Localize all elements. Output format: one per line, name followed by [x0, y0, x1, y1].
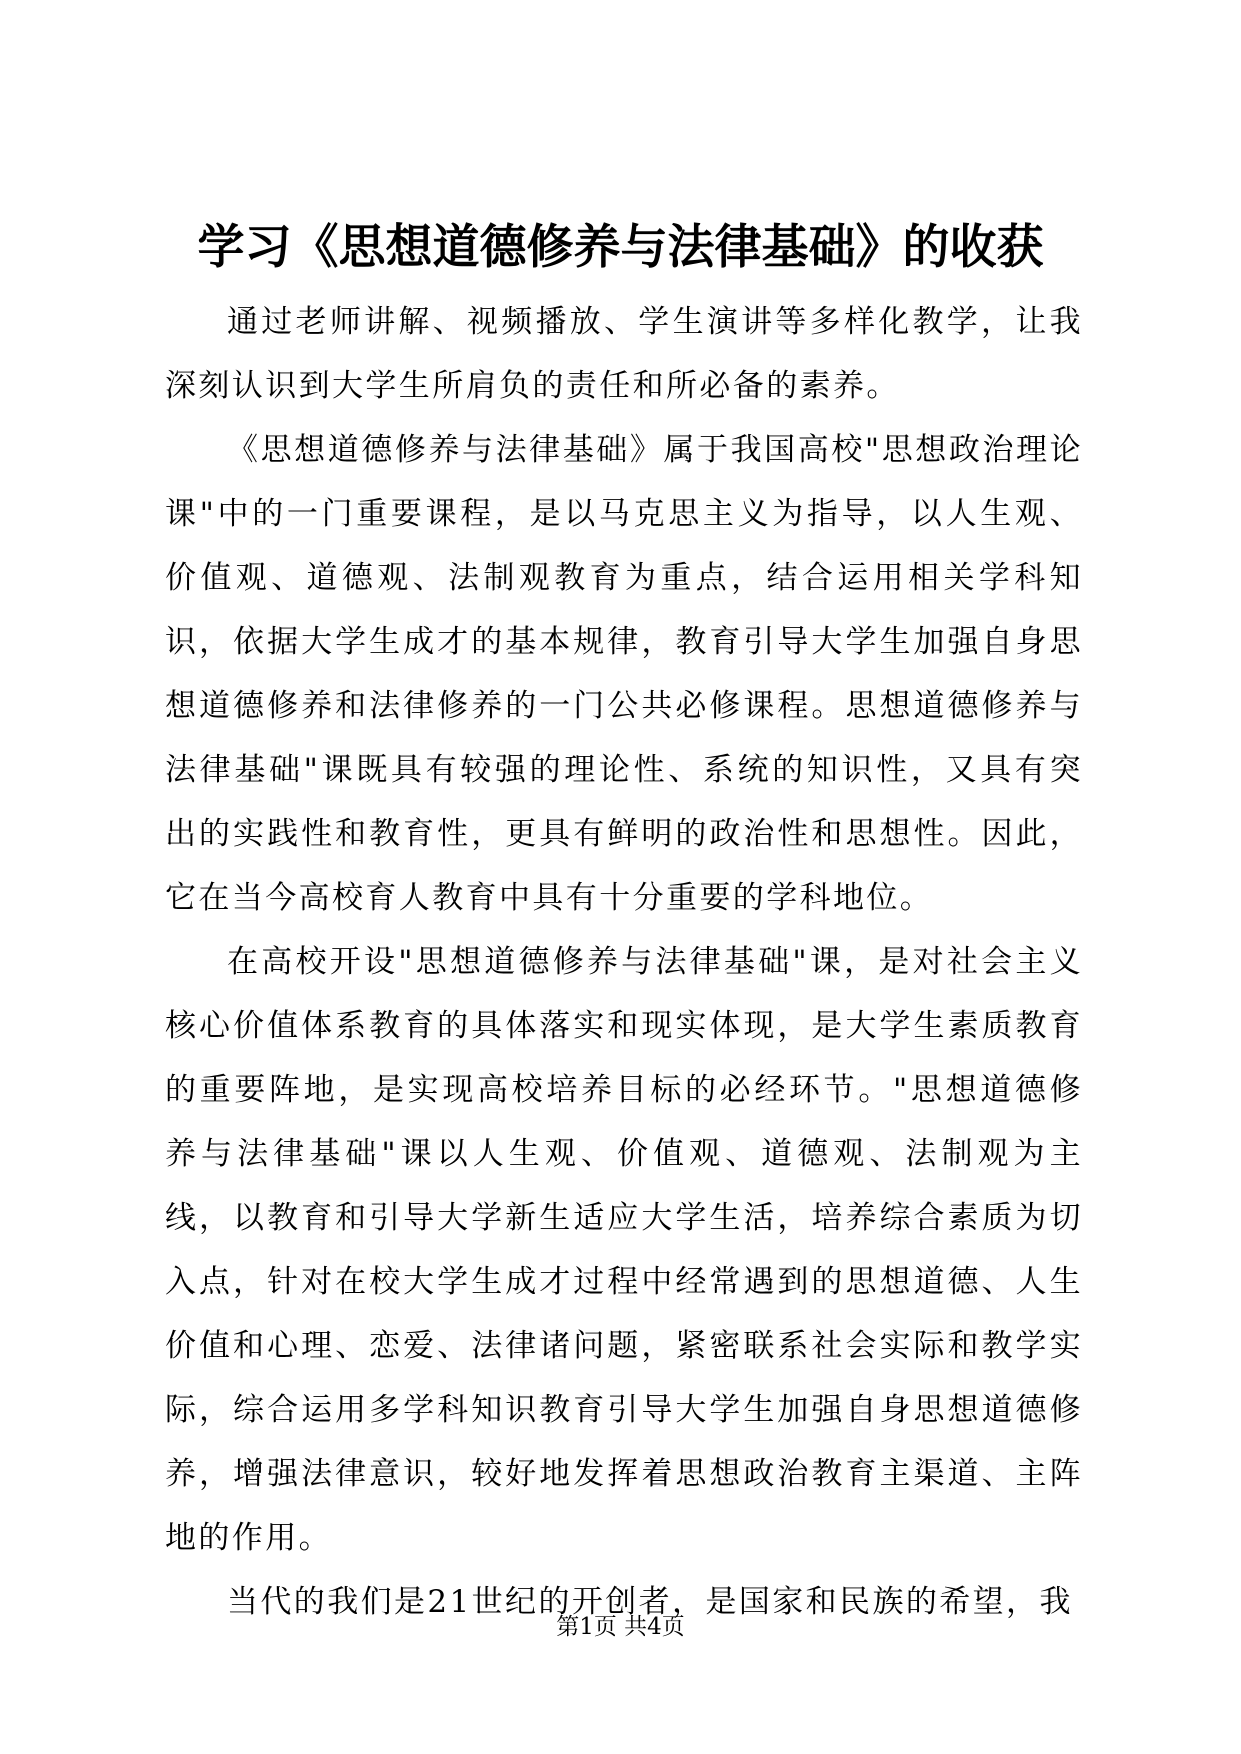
- paragraph-3: 在高校开设"思想道德修养与法律基础"课，是对社会主义核心价值体系教育的具体落实和现实体现，是大学生素质教育的重要阵地，是实现高校培养目标的必经环节。"思想道德修养与法律基础"课以人生观、价值观、道德观、法制观为主线，以教育和引导大学新生适应大学生活，培养综合素质为切入点，针对在校大学生成才过程中经常遇到的思想道德、人生价值和心理、恋爱、法律诸问题，紧密联系社会实际和教学实际，综合运用多学科知识教育引导大学生加强自身思想道德修养，增强法律意识，较好地发挥着思想政治教育主渠道、主阵地的作用。: [165, 944, 1083, 1556]
- paragraph-4: 当代的我们是21世纪的开创者，是国家和民族的希望，我: [227, 1584, 1073, 1620]
- document-body: [165, 290, 1083, 1634]
- page-indicator: 第1页 共4页: [556, 1614, 685, 1640]
- document-title: 学习《思想道德修养与法律基础》的收获: [197, 220, 1044, 275]
- page-footer: [0, 1612, 1241, 1642]
- paragraph-1: 通过老师讲解、视频播放、学生演讲等多样化教学，让我深刻认识到大学生所肩负的责任和所必备的素养。: [165, 304, 1083, 404]
- paragraph-2: 《思想道德修养与法律基础》属于我国高校"思想政治理论课"中的一门重要课程，是以马克思主义为指导，以人生观、价值观、道德观、法制观教育为重点，结合运用相关学科知识，依据大学生成才的基本规律，教育引导大学生加强自身思想道德修养和法律修养的一门公共必修课程。思想道德修养与法律基础"课既具有较强的理论性、系统的知识性，又具有突出的实践性和教育性，更具有鲜明的政治性和思想性。因此，它在当今高校育人教育中具有十分重要的学科地位。: [165, 432, 1083, 916]
